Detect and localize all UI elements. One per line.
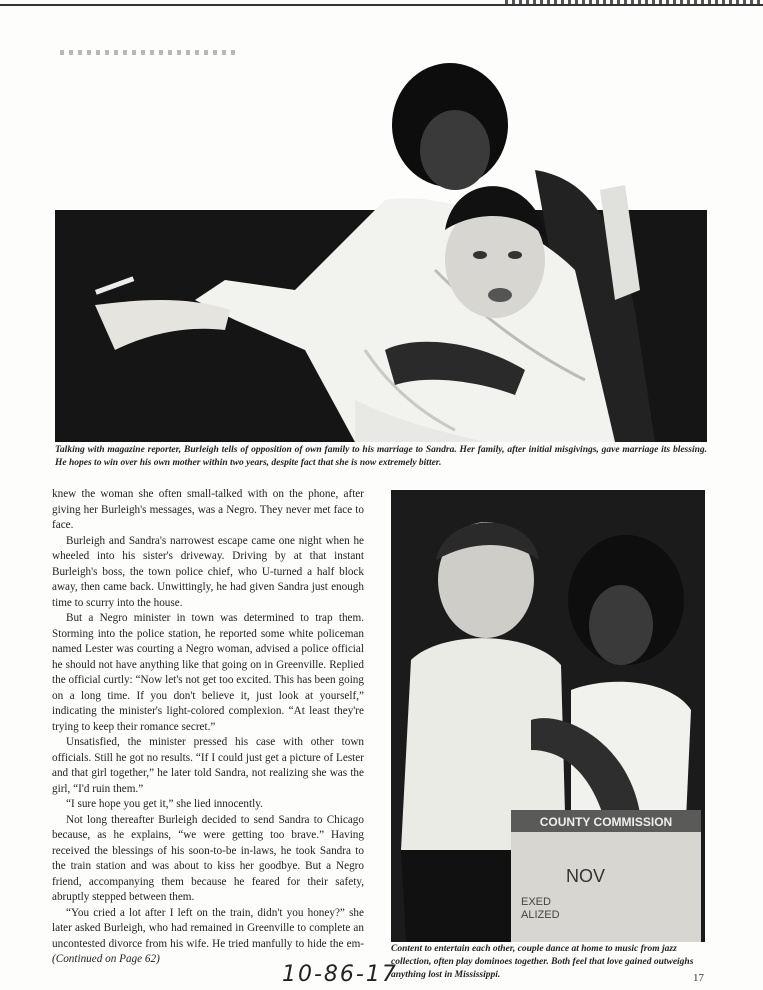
article-paragraph: “I sure hope you get it,” she lied innocently. <box>66 798 263 810</box>
box-label: COUNTY COMMISSION <box>539 815 673 829</box>
top-rule <box>0 4 763 6</box>
article-body <box>52 487 364 968</box>
continued-note: (Continued on Page 62) <box>52 953 160 965</box>
article-paragraph: But a Negro minister in town was determined to trap them. Storming into the police station, he reported some white policeman named Lester was courting a Negro woman, advised a police official he should not have anything like that going on in Greenville. Replied the official curtly: “Now let's not get too excited. This has been going on a long time. If you don't believe it, just look at yourself,” indicating the minister's light-colored complexion. “At least they're trying to keep their romance secret.” <box>52 612 364 733</box>
photo-caption-top: Talking with magazine reporter, Burleigh tells of opposition of own family to his marriage to Sandra. Her family, after initial misgivings, gave marriage its blessing. He hopes to win over his own mother within two years, despite fact that she is now extremely bitter. <box>55 445 707 468</box>
top-dotted-line <box>505 0 760 4</box>
photo-caption-bottom: Content to entertain each other, couple dance at home to music from jazz collection, often play dominoes together. Both feel that love gained outweighs anything lost in Mississippi. <box>391 944 694 980</box>
box-stamp-text: EXED <box>521 896 551 908</box>
article-paragraph: knew the woman she often small-talked with on the phone, after giving her Burleigh's messages, was a Negro. They never met face to face. <box>52 488 364 531</box>
scan-artifact <box>60 50 235 55</box>
box-stamp-text: ALIZED <box>521 909 560 921</box>
article-paragraph-last <box>52 906 364 968</box>
article-paragraph-text: “You cried a lot after I left on the train, didn't you honey?” she later asked Burleigh, who had remained in Greenville to complete an uncontested divorce from his wife. He tried manfully to hide the em- <box>52 906 364 950</box>
photo-couple-dancing-drawing <box>391 490 705 942</box>
page-number: 17 <box>693 972 704 984</box>
article-paragraph: Not long thereafter Burleigh decided to send Sandra to Chicago because, as he explains, “we were getting too brave.” Having received the blessings of his soon-to-be in-laws, he took Sandra to the train station and was about to kiss her goodbye. But a Negro friend, accompanying them because he feared for their safety, abruptly stepped between them. <box>52 813 364 903</box>
photo-couple-dancing <box>391 490 705 942</box>
handwritten-note: 10-86-17 <box>282 962 398 987</box>
article-paragraph: Burleigh and Sandra's narrowest escape came one night when he wheeled into his sister's driveway. Driving by at that instant Burleigh's boss, the town police chief, who U-turned a half block away, then came back. Unwittingly, he had given Sandra just enough time to scurry into the house. <box>52 534 364 609</box>
photo-couple-on-sofa <box>55 50 707 442</box>
article-paragraph: Unsatisfied, the minister pressed his case with other town officials. Still he got no results. “If I could just get a picture of Lester and that girl together,” he later told Sandra, not realizing she was the girl, “I'd ruin them.” <box>52 736 364 795</box>
photo-couple-on-sofa-drawing <box>55 50 707 442</box>
box-stamp-month: NOV <box>566 866 606 886</box>
